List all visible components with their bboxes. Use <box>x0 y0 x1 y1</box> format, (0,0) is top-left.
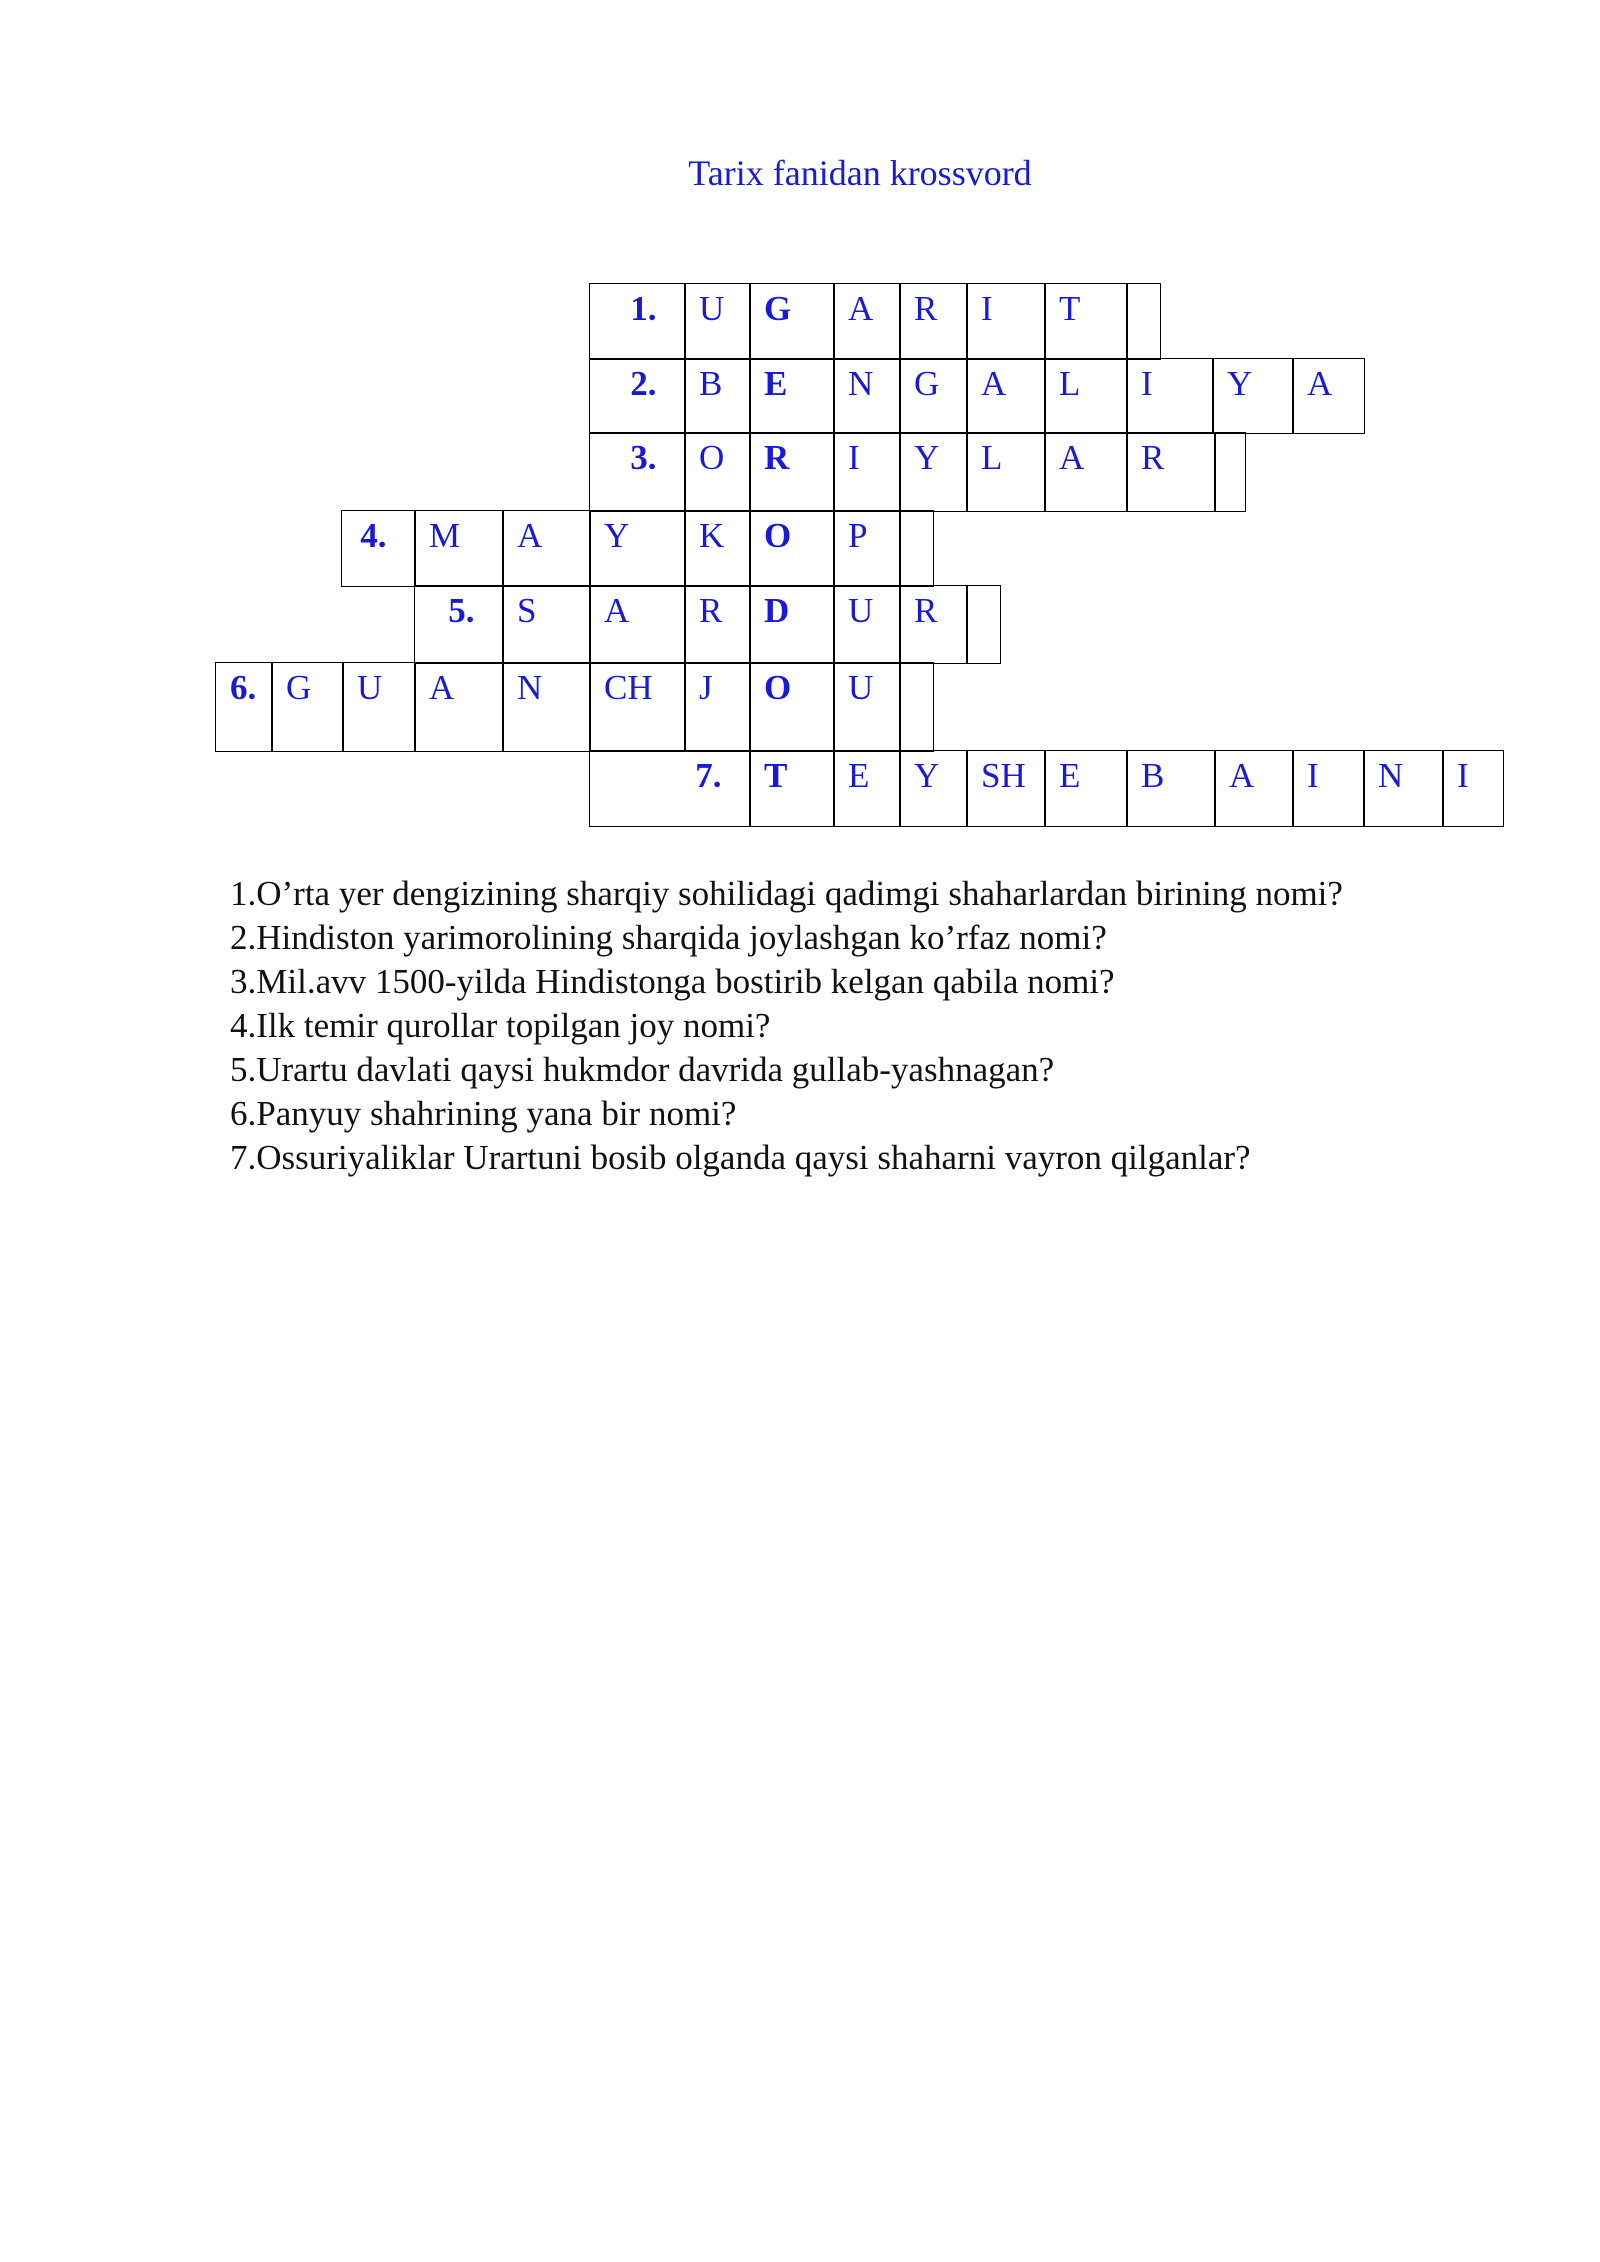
letter-cell: T <box>1044 283 1128 360</box>
questions-list <box>230 872 1343 1180</box>
letter-cell: R <box>684 585 751 664</box>
clue-number-cell: 7. <box>589 750 751 827</box>
letter-cell: A <box>1044 432 1128 512</box>
question-3: 3.Mil.avv 1500-yilda Hindistonga bostirib kelgan qabila nomi? <box>230 962 1115 1001</box>
letter-cell: E <box>833 750 901 827</box>
letter-cell: A <box>414 662 504 752</box>
letter-cell: N <box>502 662 591 752</box>
letter-cell: S <box>502 585 591 664</box>
letter-cell: D <box>749 585 835 664</box>
letter-cell: U <box>342 662 416 752</box>
letter-cell: K <box>684 510 751 587</box>
letter-cell <box>1126 283 1161 360</box>
letter-cell: N <box>1363 750 1444 827</box>
letter-cell <box>899 662 934 752</box>
clue-number-cell: 1. <box>589 283 686 360</box>
letter-cell <box>966 585 1001 664</box>
letter-cell: B <box>1126 750 1216 827</box>
letter-cell: M <box>414 510 504 587</box>
letter-cell: R <box>1126 432 1216 512</box>
page-title: Tarix fanidan krossvord <box>688 153 1032 193</box>
letter-cell: Y <box>1212 358 1294 434</box>
letter-cell: CH <box>589 662 686 752</box>
question-1: 1.O’rta yer dengizining sharqiy sohilidagi qadimgi shaharlardan birining nomi? <box>230 874 1343 913</box>
letter-cell: I <box>1442 750 1504 827</box>
letter-cell: E <box>1044 750 1128 827</box>
letter-cell: L <box>966 432 1046 512</box>
letter-cell: A <box>589 585 686 664</box>
question-7: 7.Ossuriyaliklar Urartuni bosib olganda qaysi shaharni vayron qilganlar? <box>230 1138 1251 1177</box>
letter-cell: I <box>1292 750 1365 827</box>
letter-cell: R <box>899 585 968 664</box>
letter-cell: L <box>1044 358 1128 434</box>
letter-cell: A <box>1214 750 1294 827</box>
letter-cell: O <box>749 662 835 752</box>
clue-number-cell: 6. <box>215 662 273 752</box>
letter-cell: P <box>833 510 901 587</box>
letter-cell: N <box>833 358 901 434</box>
crossword-grid <box>0 0 1600 900</box>
letter-cell: U <box>833 585 901 664</box>
letter-cell: G <box>271 662 344 752</box>
letter-cell: Y <box>589 510 686 587</box>
letter-cell: A <box>502 510 591 587</box>
clue-number-cell: 4. <box>341 510 416 587</box>
question-5: 5.Urartu davlati qaysi hukmdor davrida gullab-yashnagan? <box>230 1050 1055 1089</box>
letter-cell: Y <box>899 432 968 512</box>
letter-cell: G <box>899 358 968 434</box>
letter-cell: R <box>899 283 968 360</box>
letter-cell <box>899 510 934 587</box>
letter-cell: A <box>833 283 901 360</box>
letter-cell: O <box>749 510 835 587</box>
letter-cell: J <box>684 662 751 752</box>
letter-cell: I <box>966 283 1046 360</box>
letter-cell: B <box>684 358 751 434</box>
question-4: 4.Ilk temir qurollar topilgan joy nomi? <box>230 1006 771 1045</box>
letter-cell: O <box>684 432 751 512</box>
letter-cell: R <box>749 432 835 512</box>
clue-number-cell: 2. <box>589 358 686 434</box>
letter-cell: G <box>749 283 835 360</box>
letter-cell: Y <box>899 750 968 827</box>
letter-cell: T <box>749 750 835 827</box>
question-6: 6.Panyuy shahrining yana bir nomi? <box>230 1094 737 1133</box>
letter-cell: U <box>684 283 751 360</box>
clue-number-cell: 3. <box>589 432 686 512</box>
letter-cell: U <box>833 662 901 752</box>
question-2: 2.Hindiston yarimorolining sharqida joylashgan ko’rfaz nomi? <box>230 918 1107 957</box>
letter-cell: SH <box>966 750 1046 827</box>
letter-cell: A <box>966 358 1046 434</box>
letter-cell: E <box>749 358 835 434</box>
letter-cell: A <box>1292 358 1365 434</box>
letter-cell: I <box>1126 358 1214 434</box>
clue-number-cell: 5. <box>414 585 504 664</box>
letter-cell <box>1214 432 1246 512</box>
letter-cell: I <box>833 432 901 512</box>
